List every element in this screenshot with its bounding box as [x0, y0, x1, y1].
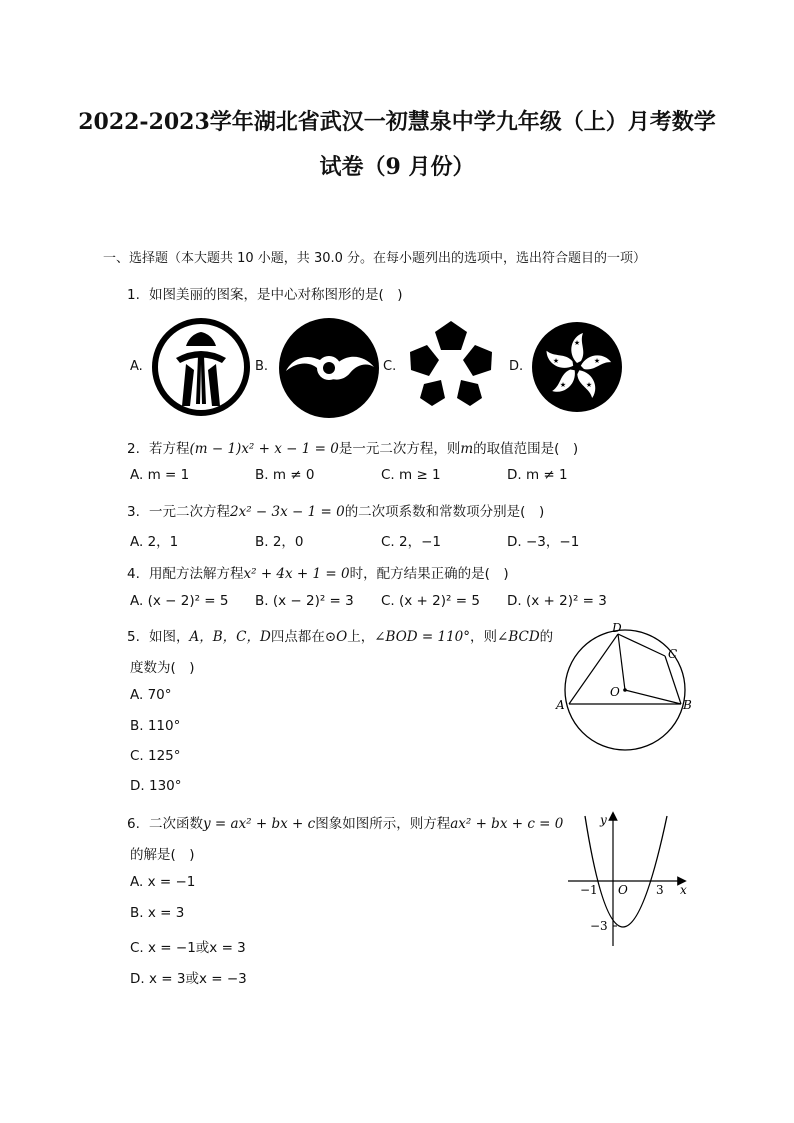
q3-option-d: D. −3，−1 — [507, 534, 580, 550]
section-heading: 一、选择题（本大题共 10 小题，共 30.0 分。在每小题列出的选项中，选出符合题目的一项） — [103, 251, 647, 266]
question-4: 4. 用配方法解方程x² + 4x + 1 = 0时，配方结果正确的是( ) — [127, 566, 509, 582]
q6-tick-neg3: −3 — [590, 919, 608, 933]
q6-option-c: C. x = −1或x = 3 — [130, 940, 246, 956]
q5-option-a: A. 70° — [130, 687, 172, 703]
svg-text:★: ★ — [573, 339, 581, 347]
q6-tick-neg1: −1 — [580, 883, 598, 897]
q2-option-b: B. m ≠ 0 — [255, 467, 315, 483]
q1-option-b-label: B. — [255, 359, 269, 374]
document-title-line1: 2022-2023学年湖北省武汉一初慧泉中学九年级（上）月考数学 — [78, 109, 716, 135]
emblem-b-icon — [278, 317, 380, 419]
q3-option-c: C. 2，−1 — [381, 534, 441, 550]
svg-text:★: ★ — [585, 381, 593, 389]
q4-option-c: C. (x + 2)² = 5 — [381, 593, 480, 609]
q3-option-b: B. 2，0 — [255, 534, 304, 550]
q5-circle-diagram — [555, 620, 695, 755]
emblem-a-icon — [152, 318, 250, 416]
q4-option-a: A. (x − 2)² = 5 — [130, 593, 229, 609]
document-title-line2: 试卷（9 月份） — [319, 154, 475, 180]
q1-option-d-label: D. — [509, 359, 524, 374]
q5-label-b: B — [683, 698, 692, 712]
question-3: 3. 一元二次方程2x² − 3x − 1 = 0的二次项系数和常数项分别是( ) — [127, 504, 545, 520]
q1-option-c-label: C. — [383, 359, 397, 374]
q6-option-a: A. x = −1 — [130, 874, 196, 890]
q6-parabola-graph — [560, 808, 695, 953]
q6-option-d: D. x = 3或x = −3 — [130, 971, 247, 987]
q2-option-c: C. m ≥ 1 — [381, 467, 441, 483]
question-2: 2. 若方程(m − 1)x² + x − 1 = 0是一元二次方程，则m的取值范围是( ) — [127, 441, 579, 457]
svg-text:★: ★ — [552, 357, 560, 365]
q6-origin-label: O — [618, 883, 628, 897]
q5-option-d: D. 130° — [130, 778, 182, 794]
question-6: 6. 二次函数y = ax² + bx + c图象如图所示，则方程ax² + bx + c = 0 — [127, 816, 564, 832]
q2-option-a: A. m = 1 — [130, 467, 190, 483]
q1-option-a-label: A. — [130, 359, 143, 374]
q6-y-axis-label: y — [600, 813, 607, 827]
emblem-c-icon — [402, 318, 500, 408]
q2-option-d: D. m ≠ 1 — [507, 467, 568, 483]
q5-label-c: C — [668, 647, 678, 661]
q3-option-a: A. 2，1 — [130, 534, 179, 550]
question-6-line2: 的解是( ) — [130, 847, 195, 863]
q5-label-d: D — [612, 621, 622, 635]
q5-label-a: A — [556, 698, 565, 712]
q5-option-b: B. 110° — [130, 718, 181, 734]
q4-option-b: B. (x − 2)² = 3 — [255, 593, 354, 609]
question-5-line2: 度数为( ) — [130, 660, 195, 676]
q4-option-d: D. (x + 2)² = 3 — [507, 593, 607, 609]
q5-label-o: O — [610, 685, 620, 699]
q6-tick-3: 3 — [656, 883, 664, 897]
q6-option-b: B. x = 3 — [130, 905, 185, 921]
question-5: 5. 如图，A，B，C，D四点都在⊙O上，∠BOD = 110°，则∠BCD的 — [127, 629, 554, 645]
q5-option-c: C. 125° — [130, 748, 181, 764]
question-1: 1. 如图美丽的图案，是中心对称图形的是( ) — [127, 287, 403, 303]
svg-text:★: ★ — [559, 381, 567, 389]
q6-x-axis-label: x — [680, 883, 687, 897]
svg-text:★: ★ — [593, 357, 601, 365]
emblem-d-icon — [531, 321, 623, 413]
